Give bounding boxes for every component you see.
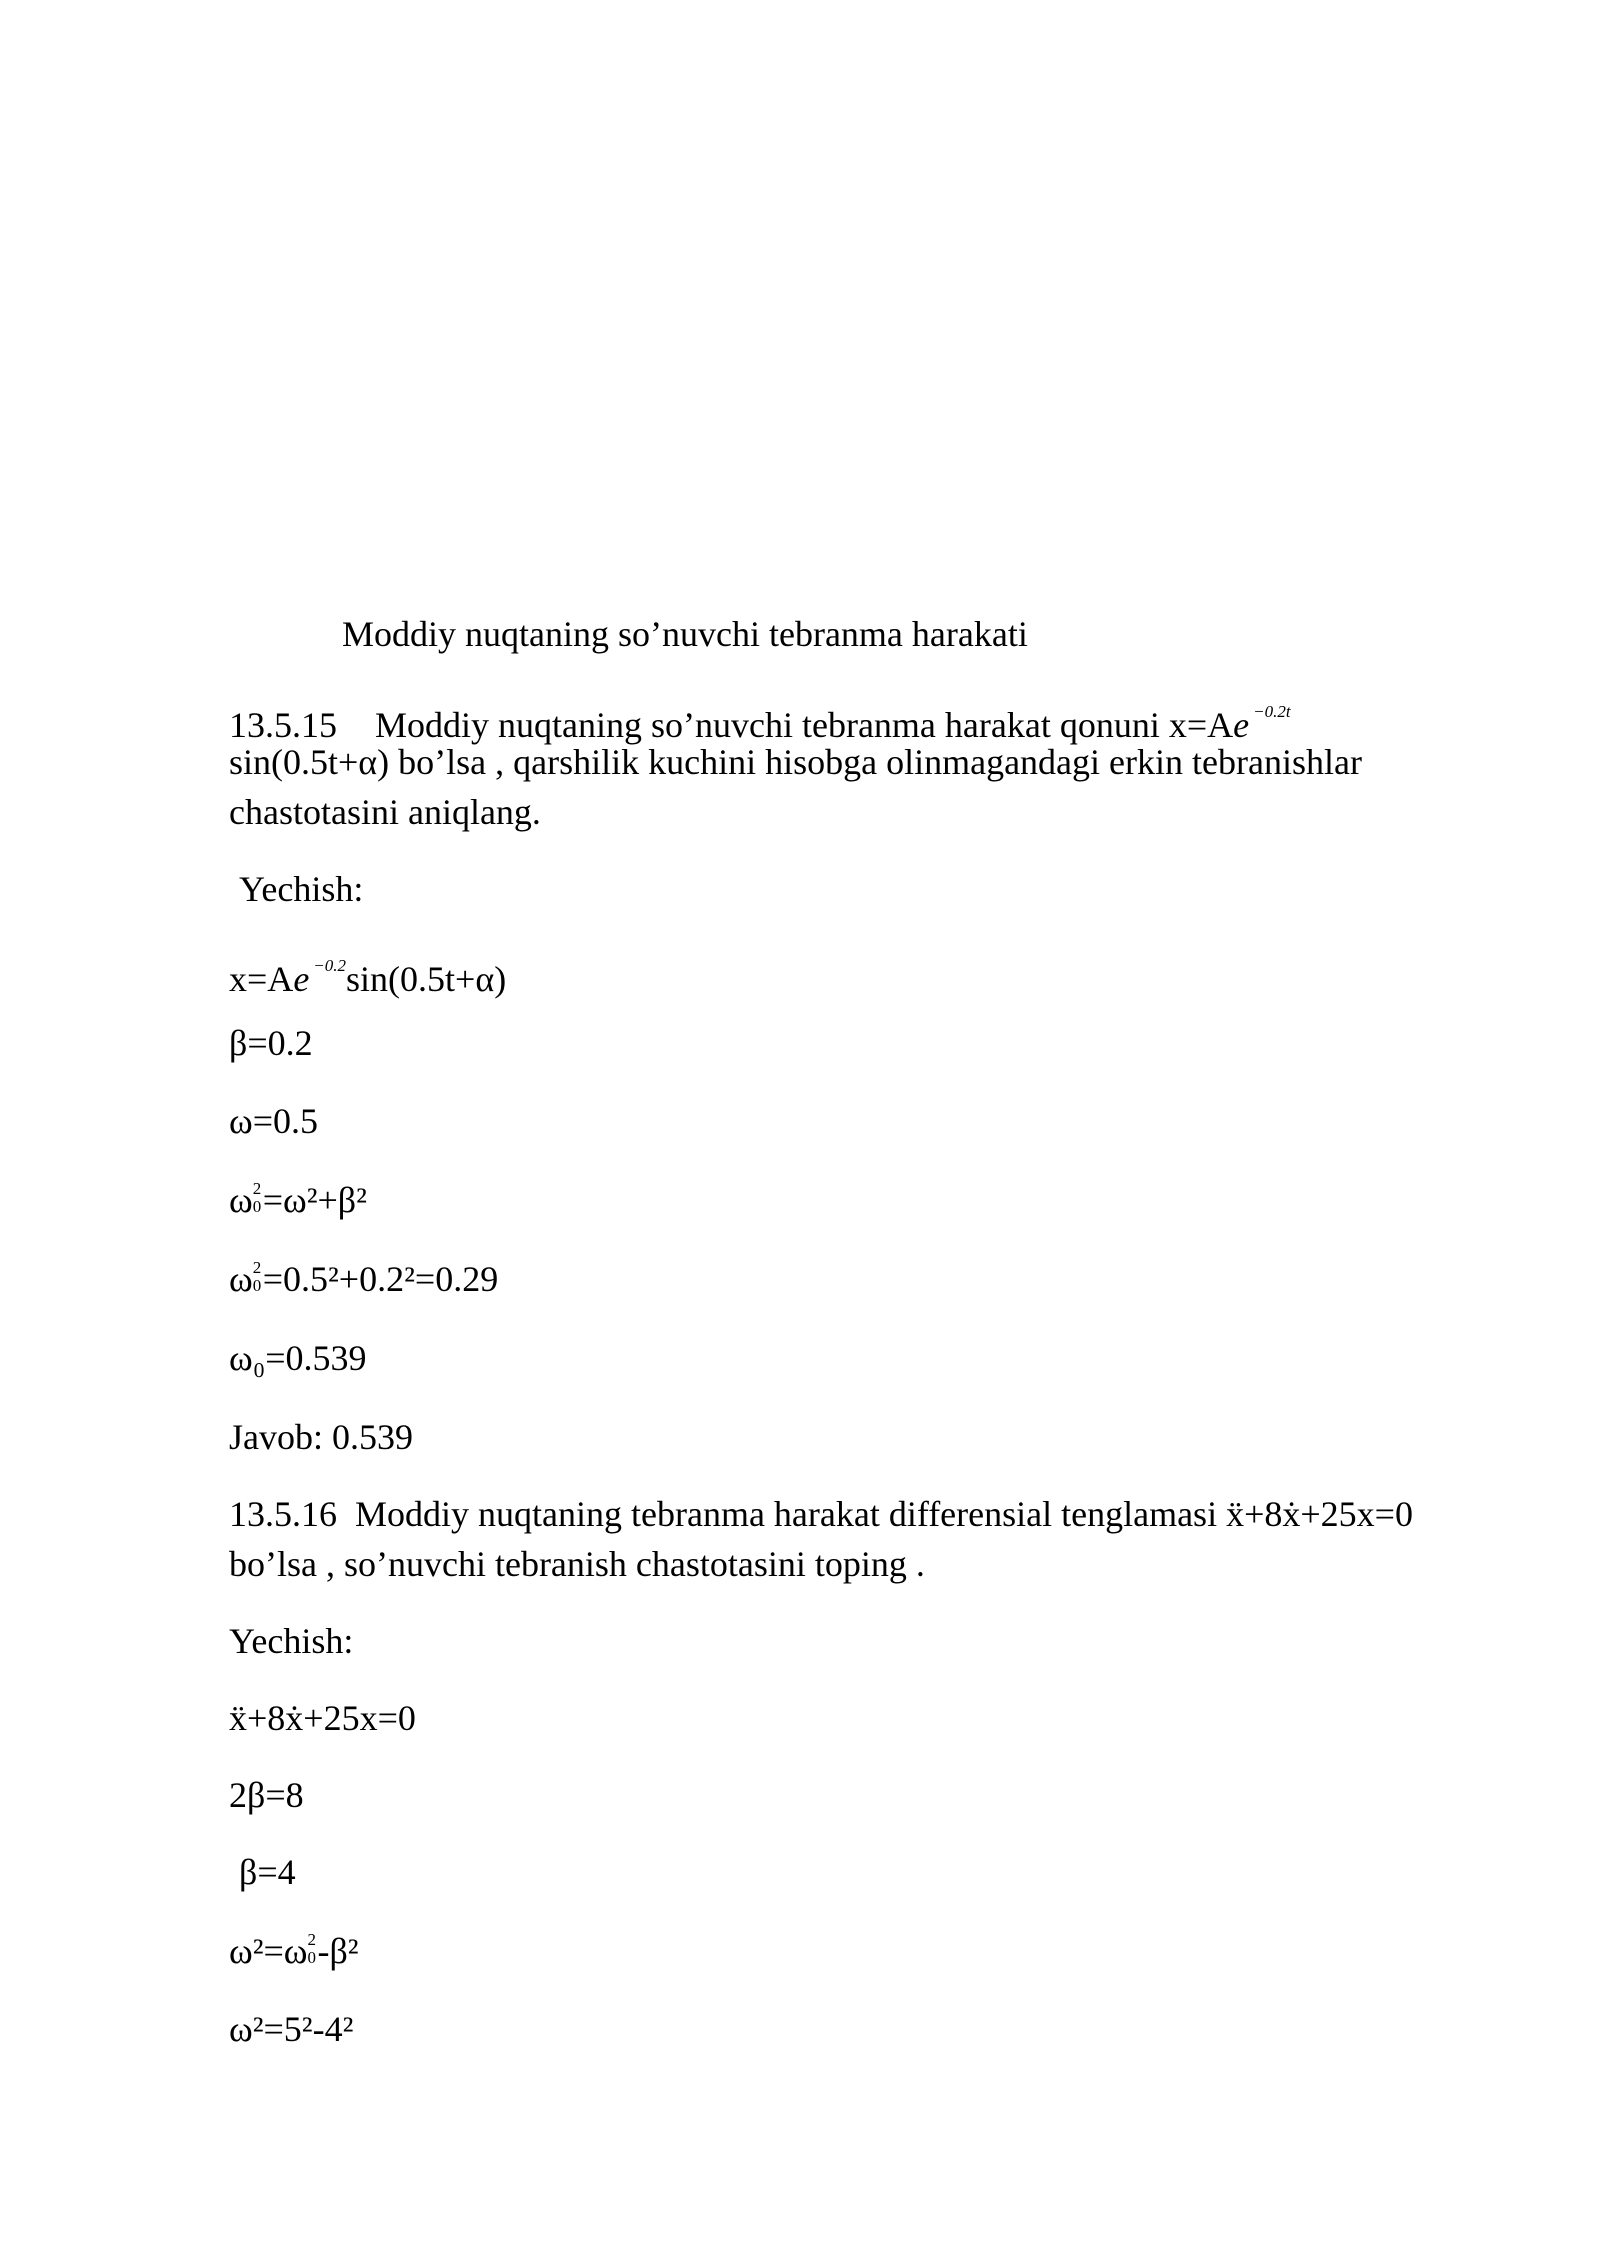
omega0sq-val-sup: 2 <box>252 1258 262 1277</box>
omega0sq-rel-omega: ω <box>229 1180 253 1220</box>
problem-2-number: 13.5.16 <box>229 1494 337 1534</box>
eq1-exponent: −0.2 <box>313 956 347 975</box>
omega0sq-val-suffix: =0.5²+0.2²=0.29 <box>262 1259 499 1299</box>
problem-1-beta: β=0.2 <box>229 1023 313 1063</box>
eq1-suffix: sin(0.5t+α) <box>346 959 507 999</box>
problem-1-omega0sq-relation <box>229 1175 367 1225</box>
problem-1-solution-label: Yechish: <box>239 869 364 909</box>
eq1-e: e <box>293 959 310 999</box>
omega0sq-rel-sub: 0 <box>252 1197 262 1216</box>
problem-2-two-beta: 2β=8 <box>229 1775 304 1815</box>
problem-2-omega-sq-numeric: ω²=5²-4² <box>229 2009 354 2049</box>
omega0sq-rel-suffix: =ω²+β² <box>262 1180 367 1220</box>
problem-1-exponent: −0.2t <box>1253 702 1291 721</box>
omega-sq-sub: 0 <box>307 1948 316 1967</box>
problem-2-text-1: Moddiy nuqtaning tebranma harakat differensial tenglamasi ẍ+8ẋ+25x=0 <box>355 1494 1413 1534</box>
problem-2-equation: ẍ+8ẋ+25x=0 <box>229 1698 416 1738</box>
problem-1-omega0sq-value <box>229 1254 498 1304</box>
problem-2-omega-sq-relation <box>229 1926 359 1976</box>
problem-1-equation <box>229 941 506 1004</box>
problem-1-omega0-result: ω₀=0.539 <box>229 1338 367 1378</box>
omega-sq-prefix: ω²=ω <box>229 1931 308 1971</box>
problem-1-e: e <box>1233 705 1250 745</box>
omega0sq-val-omega: ω <box>229 1259 253 1299</box>
problem-2-solution-label: Yechish: <box>229 1621 354 1661</box>
omega-sq-sup: 2 <box>307 1930 316 1949</box>
omega0sq-val-sub: 0 <box>252 1276 262 1295</box>
problem-1-omega: ω=0.5 <box>229 1101 318 1141</box>
problem-1-line-3: chastotasini aniqlang. <box>229 792 541 832</box>
problem-2-line-1 <box>229 1489 1413 1539</box>
problem-1-number: 13.5.15 <box>229 705 337 745</box>
omega0sq-rel-sup: 2 <box>252 1179 262 1198</box>
eq1-prefix: x=A <box>229 959 294 999</box>
problem-2-line-2: bo’lsa , so’nuvchi tebranish chastotasini toping . <box>229 1544 925 1584</box>
omega-sq-suffix: -β² <box>317 1931 359 1971</box>
problem-1-text-1: Moddiy nuqtaning so’nuvchi tebranma harakat qonuni x=A <box>375 705 1234 745</box>
problem-1-answer: Javob: 0.539 <box>229 1417 413 1457</box>
section-title: Moddiy nuqtaning so’nuvchi tebranma harakati <box>342 614 1028 654</box>
problem-2-beta: β=4 <box>239 1852 296 1892</box>
problem-1-line-2: sin(0.5t+α) bo’lsa , qarshilik kuchini hisobga olinmagandagi erkin tebranishlar <box>229 742 1362 782</box>
